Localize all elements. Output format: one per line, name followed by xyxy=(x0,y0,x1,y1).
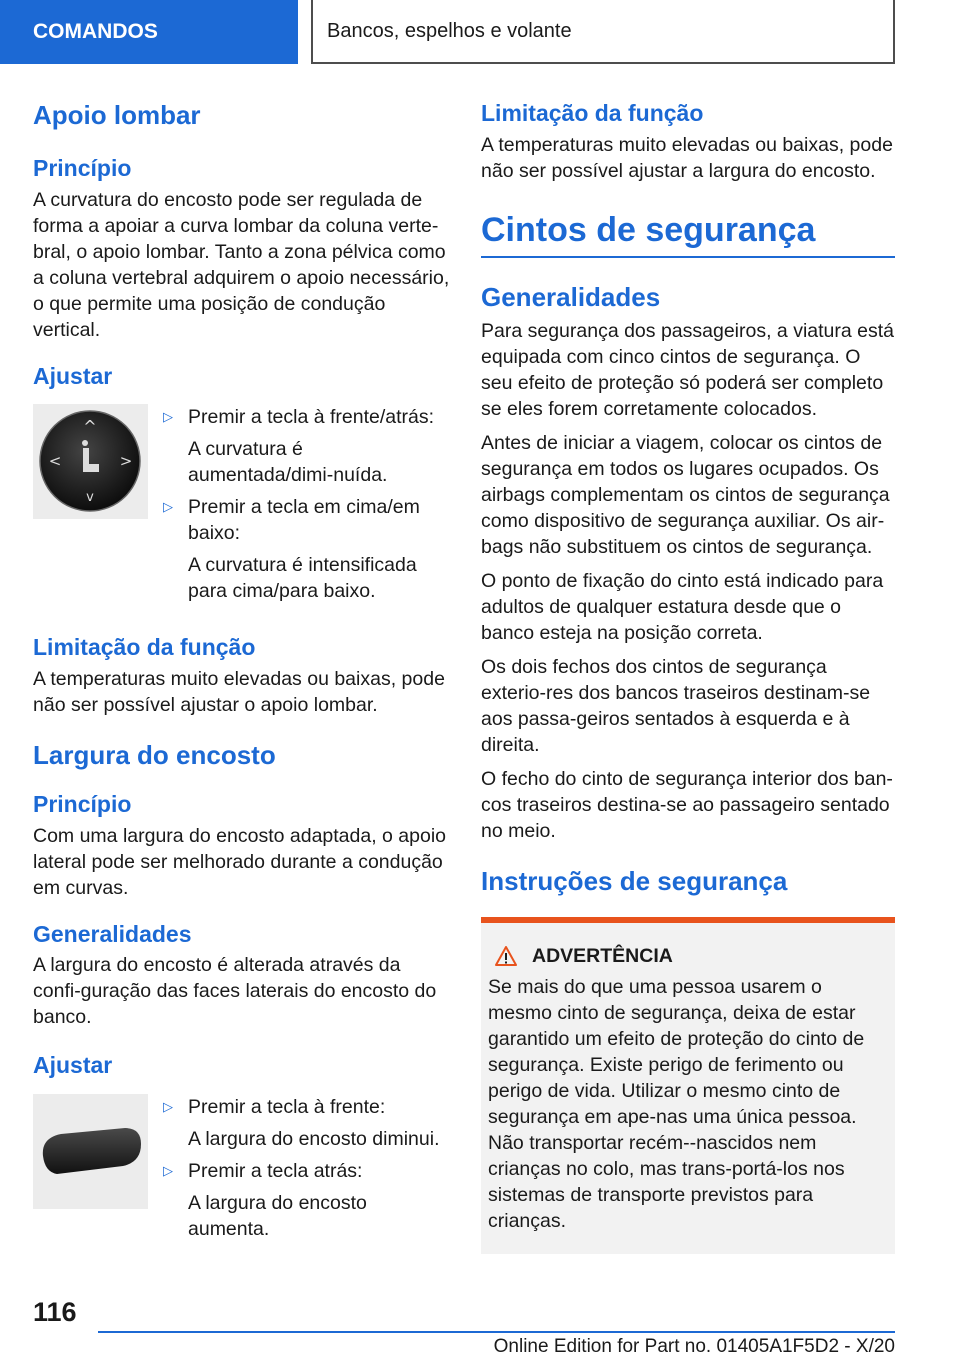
cintos-title: Cintos de segurança xyxy=(481,210,816,249)
ajustar2-title: Ajustar xyxy=(33,1052,113,1079)
chapter-label: Bancos, espelhos e volante xyxy=(327,19,572,42)
largura-principio-title: Princípio xyxy=(33,791,132,818)
principio-text: A curvatura do encosto pode ser regulada de forma a apoiar a curva lombar da coluna verte-bral, o apoio lombar. Tanto a zona pélvica como a coluna vertebral adquirem o apoio necessário, o que permite uma posição de condução vertical. xyxy=(33,188,450,341)
triangle-bullet-icon: ▷ xyxy=(163,1162,173,1178)
paragraph: O fecho do cinto de segurança interior dos ban-cos traseiros destina-se ao passageiro sentado no meio. xyxy=(481,767,893,842)
apoio-lombar-title: Apoio lombar xyxy=(33,100,201,130)
section-tab xyxy=(0,0,298,64)
svg-text:>: > xyxy=(119,452,133,471)
svg-text:<: < xyxy=(48,452,62,471)
list-item-result: A largura do encosto diminui. xyxy=(188,1127,440,1150)
list-item: ▷ Premir a tecla à frente/atrás: xyxy=(163,406,435,429)
list-item: ▷ Premir a tecla em cima/em baixo: xyxy=(163,496,420,545)
ajustar-title: Ajustar xyxy=(33,362,113,389)
warning-text: Se mais do que uma pessoa usarem o mesmo cinto de segurança, deixa de estar garantido um efeito de proteção do cinto de segurança. Existe perigo de ferimento ou perigo de vida. Utilizar o mesmo cinto de segurança em ape-nas uma única pessoa. Não transportar recém--nascidos nem crianças no colo, mas trans-portá-los nos sistemas de transporte previstos para crianças. xyxy=(488,975,865,1232)
limitacao-text: A temperaturas muito elevadas ou baixas, pode não ser possível ajustar o apoio lombar. xyxy=(33,667,445,716)
width-switch-icon xyxy=(33,1094,148,1209)
section-label: COMANDOS xyxy=(33,20,158,43)
limitacao-text-right: A temperaturas muito elevadas ou baixas, pode não ser possível ajustar a largura do encosto. xyxy=(481,133,893,182)
left-column xyxy=(33,100,451,1242)
ajustar-block xyxy=(33,404,451,604)
paragraph: Para segurança dos passageiros, a viatura está equipada com cinco cintos de segurança. O seu efeito de proteção só poderá ser completo se eles forem corretamente colocados. xyxy=(481,319,894,420)
lumbar-switch-image xyxy=(33,404,148,519)
list-item: ▷ Premir a tecla à frente: xyxy=(163,1095,386,1118)
warning-box xyxy=(481,917,895,1254)
largura-principio-text: Com uma largura do encosto adaptada, o apoio lateral pode ser melhorado durante a condução em curvas. xyxy=(33,824,447,899)
principio-title: Princípio xyxy=(33,155,132,182)
triangle-bullet-icon: ▷ xyxy=(163,499,173,515)
paragraph: Os dois fechos dos cintos de segurança exterio-res dos bancos traseiros destinam-se aos passa-geiros sentados à esquerda e à direita. xyxy=(481,655,871,756)
chapter-header xyxy=(311,0,895,64)
cintos-generalidades-title: Generalidades xyxy=(481,282,661,313)
svg-text:v: v xyxy=(86,490,94,506)
triangle-bullet-icon: ▷ xyxy=(163,1098,173,1114)
list-item: ▷ Premir a tecla atrás: xyxy=(163,1159,363,1182)
generalidades-text: A largura do encosto é alterada através da confi-guração das faces laterais do encosto do banco. xyxy=(33,954,437,1029)
generalidades-title: Generalidades xyxy=(33,920,192,947)
footer-rule xyxy=(98,1331,895,1333)
limitacao-title: Limitação da função xyxy=(33,634,256,661)
edition-text: Online Edition for Part no. 01405A1F5D2 - X/20 xyxy=(493,1336,895,1357)
width-switch-image xyxy=(33,1094,148,1209)
triangle-bullet-icon: ▷ xyxy=(163,409,173,425)
paragraph: Antes de iniciar a viagem, colocar os cintos de segurança em todos os lugares ocupados. Os airbags complementam os cintos de segurança como dispositivo de segurança auxiliar. Os air-bags não substituem os cintos de segurança. xyxy=(481,431,890,558)
lumbar-switch-icon xyxy=(33,404,148,519)
ajustar-list xyxy=(163,404,451,604)
right-column xyxy=(481,100,895,1254)
list-item-result: A largura do encosto aumenta. xyxy=(188,1191,367,1240)
warning-header xyxy=(488,945,885,968)
ajustar2-list xyxy=(163,1094,451,1242)
ajustar2-block xyxy=(33,1094,451,1242)
list-item-result: A curvatura é aumentada/dimi-nuída. xyxy=(188,438,388,487)
page-number: 116 xyxy=(33,1297,77,1327)
instrucoes-title: Instruções de segurança xyxy=(481,865,788,896)
warning-triangle-icon xyxy=(494,945,518,967)
list-item-result: A curvatura é intensificada para cima/para baixo. xyxy=(188,554,417,603)
cintos-rule xyxy=(481,256,895,258)
paragraph: O ponto de fixação do cinto está indicado para adultos de qualquer estatura desde que o banco esteja na posição correta. xyxy=(481,569,884,644)
limitacao-title-right: Limitação da função xyxy=(481,100,704,126)
largura-title: Largura do encosto xyxy=(33,739,276,770)
svg-text:^: ^ xyxy=(83,417,97,437)
warning-title: ADVERTÊNCIA xyxy=(532,944,673,967)
